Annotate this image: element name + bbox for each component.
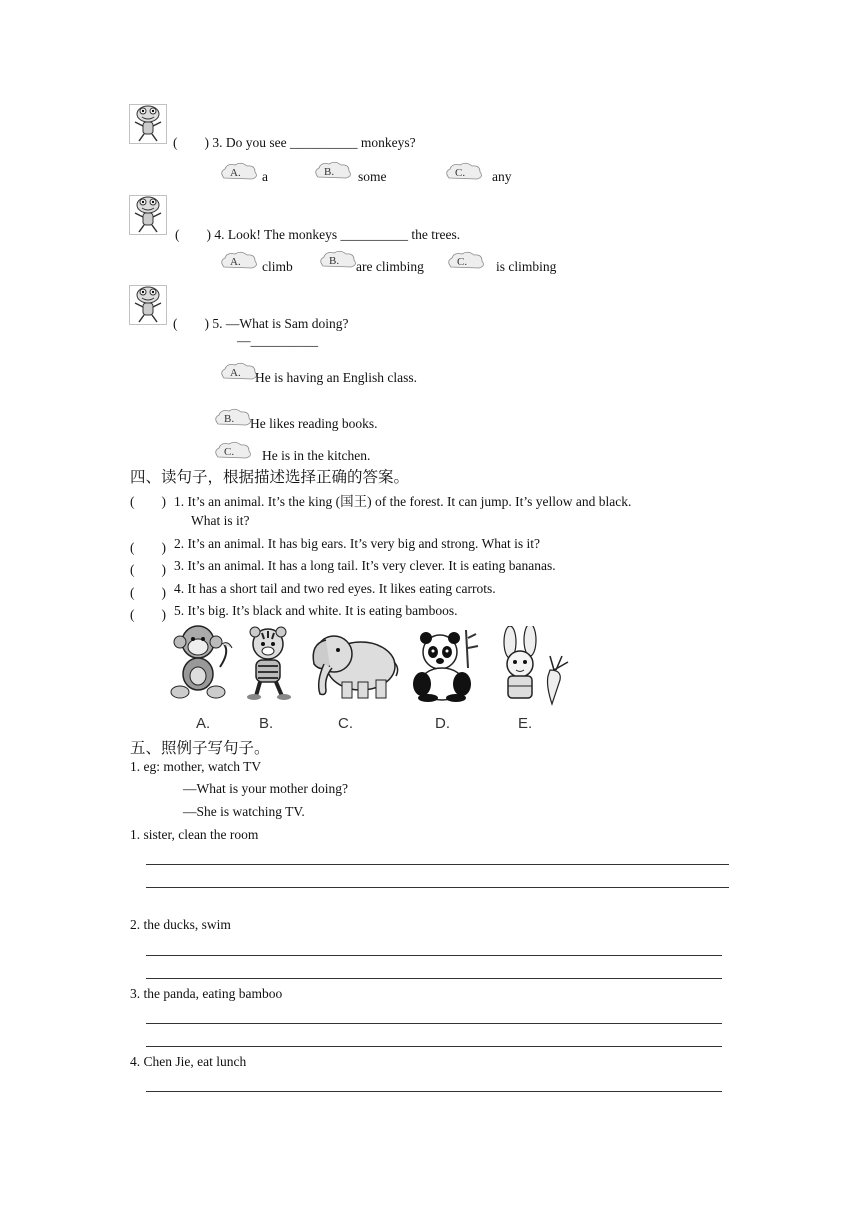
riddle-4: 4. It has a short tail and two red eyes. It likes eating carrots. — [174, 581, 496, 596]
svg-text:A.: A. — [230, 367, 241, 379]
cloud-option-icon[interactable] — [219, 362, 259, 382]
example-question: —What is your mother doing? — [183, 781, 348, 796]
elephant-icon — [306, 626, 402, 702]
option-text: climb — [262, 259, 293, 274]
riddle-1: 1. It’s an animal. It’s the king (国王) of the forest. It can jump. It’s yellow and black. — [174, 494, 632, 509]
svg-text:C.: C. — [457, 256, 468, 268]
svg-text:B.: B. — [324, 166, 335, 178]
cloud-option-icon[interactable] — [213, 408, 253, 428]
option-text: is climbing — [496, 259, 557, 274]
question-5: ( ) 5. —What is Sam doing? — [173, 316, 349, 331]
bracket: ( ) — [130, 562, 166, 577]
section-4-heading: 四、读句子，根据描述选择正确的答案。 — [130, 469, 410, 486]
bracket: ( ) — [130, 607, 166, 622]
answer-line[interactable] — [146, 955, 722, 956]
frog-icon — [129, 104, 167, 144]
bracket: ( ) — [130, 494, 166, 509]
tiger-icon — [240, 624, 298, 702]
option-text: some — [358, 169, 387, 184]
riddle-1-cont: What is it? — [191, 513, 250, 528]
animal-letter: A. — [196, 715, 211, 732]
option-text: any — [492, 169, 512, 184]
option-text: He is in the kitchen. — [262, 448, 371, 463]
svg-text:C.: C. — [455, 167, 466, 179]
monkey-icon — [162, 622, 236, 702]
answer-line[interactable] — [146, 1023, 722, 1024]
option-text: He likes reading books. — [250, 416, 378, 431]
panda-icon — [406, 628, 482, 702]
example-label: 1. eg: mother, watch TV — [130, 759, 262, 774]
frog-icon — [129, 285, 167, 325]
section-5-heading: 五、照例子写句子。 — [130, 740, 270, 757]
option-text: a — [262, 169, 268, 184]
animal-letter: D. — [435, 715, 450, 732]
task-2: 2. the ducks, swim — [130, 917, 231, 932]
svg-text:A.: A. — [230, 167, 241, 179]
cloud-option-icon[interactable] — [213, 441, 253, 461]
answer-line[interactable] — [146, 887, 729, 888]
frog-icon — [129, 195, 167, 235]
cloud-option-icon[interactable] — [318, 250, 358, 270]
svg-text:B.: B. — [224, 413, 235, 425]
answer-line: —__________ — [237, 333, 318, 348]
animal-letter: E. — [518, 715, 533, 732]
riddle-2: 2. It’s an animal. It has big ears. It’s very big and strong. What is it? — [174, 536, 541, 551]
bracket: ( ) — [130, 585, 166, 600]
svg-text:A.: A. — [230, 256, 241, 268]
cloud-option-icon[interactable] — [444, 162, 484, 182]
task-1: 1. sister, clean the room — [130, 827, 259, 842]
option-text: are climbing — [356, 259, 424, 274]
cloud-option-icon[interactable] — [219, 251, 259, 271]
answer-line[interactable] — [146, 1046, 722, 1047]
cloud-option-icon[interactable] — [313, 161, 353, 181]
cloud-option-icon[interactable] — [446, 251, 486, 271]
animal-letter: B. — [259, 715, 274, 732]
question-3: ( ) 3. Do you see __________ monkeys? — [173, 135, 416, 150]
svg-text:B.: B. — [329, 255, 340, 267]
rabbit-icon — [488, 626, 572, 706]
answer-line[interactable] — [146, 978, 722, 979]
riddle-3: 3. It’s an animal. It has a long tail. It’s very clever. It is eating bananas. — [174, 558, 556, 573]
task-4: 4. Chen Jie, eat lunch — [130, 1054, 247, 1069]
question-4: ( ) 4. Look! The monkeys __________ the trees. — [175, 227, 461, 242]
riddle-5: 5. It’s big. It’s black and white. It is eating bamboos. — [174, 603, 458, 618]
answer-line[interactable] — [146, 864, 729, 865]
example-answer: —She is watching TV. — [183, 804, 305, 819]
bracket: ( ) — [130, 540, 166, 555]
task-3: 3. the panda, eating bamboo — [130, 986, 283, 1001]
cloud-option-icon[interactable] — [219, 162, 259, 182]
option-text: He is having an English class. — [255, 370, 417, 385]
svg-text:C.: C. — [224, 446, 235, 458]
animal-letter: C. — [338, 715, 353, 732]
answer-line[interactable] — [146, 1091, 722, 1092]
